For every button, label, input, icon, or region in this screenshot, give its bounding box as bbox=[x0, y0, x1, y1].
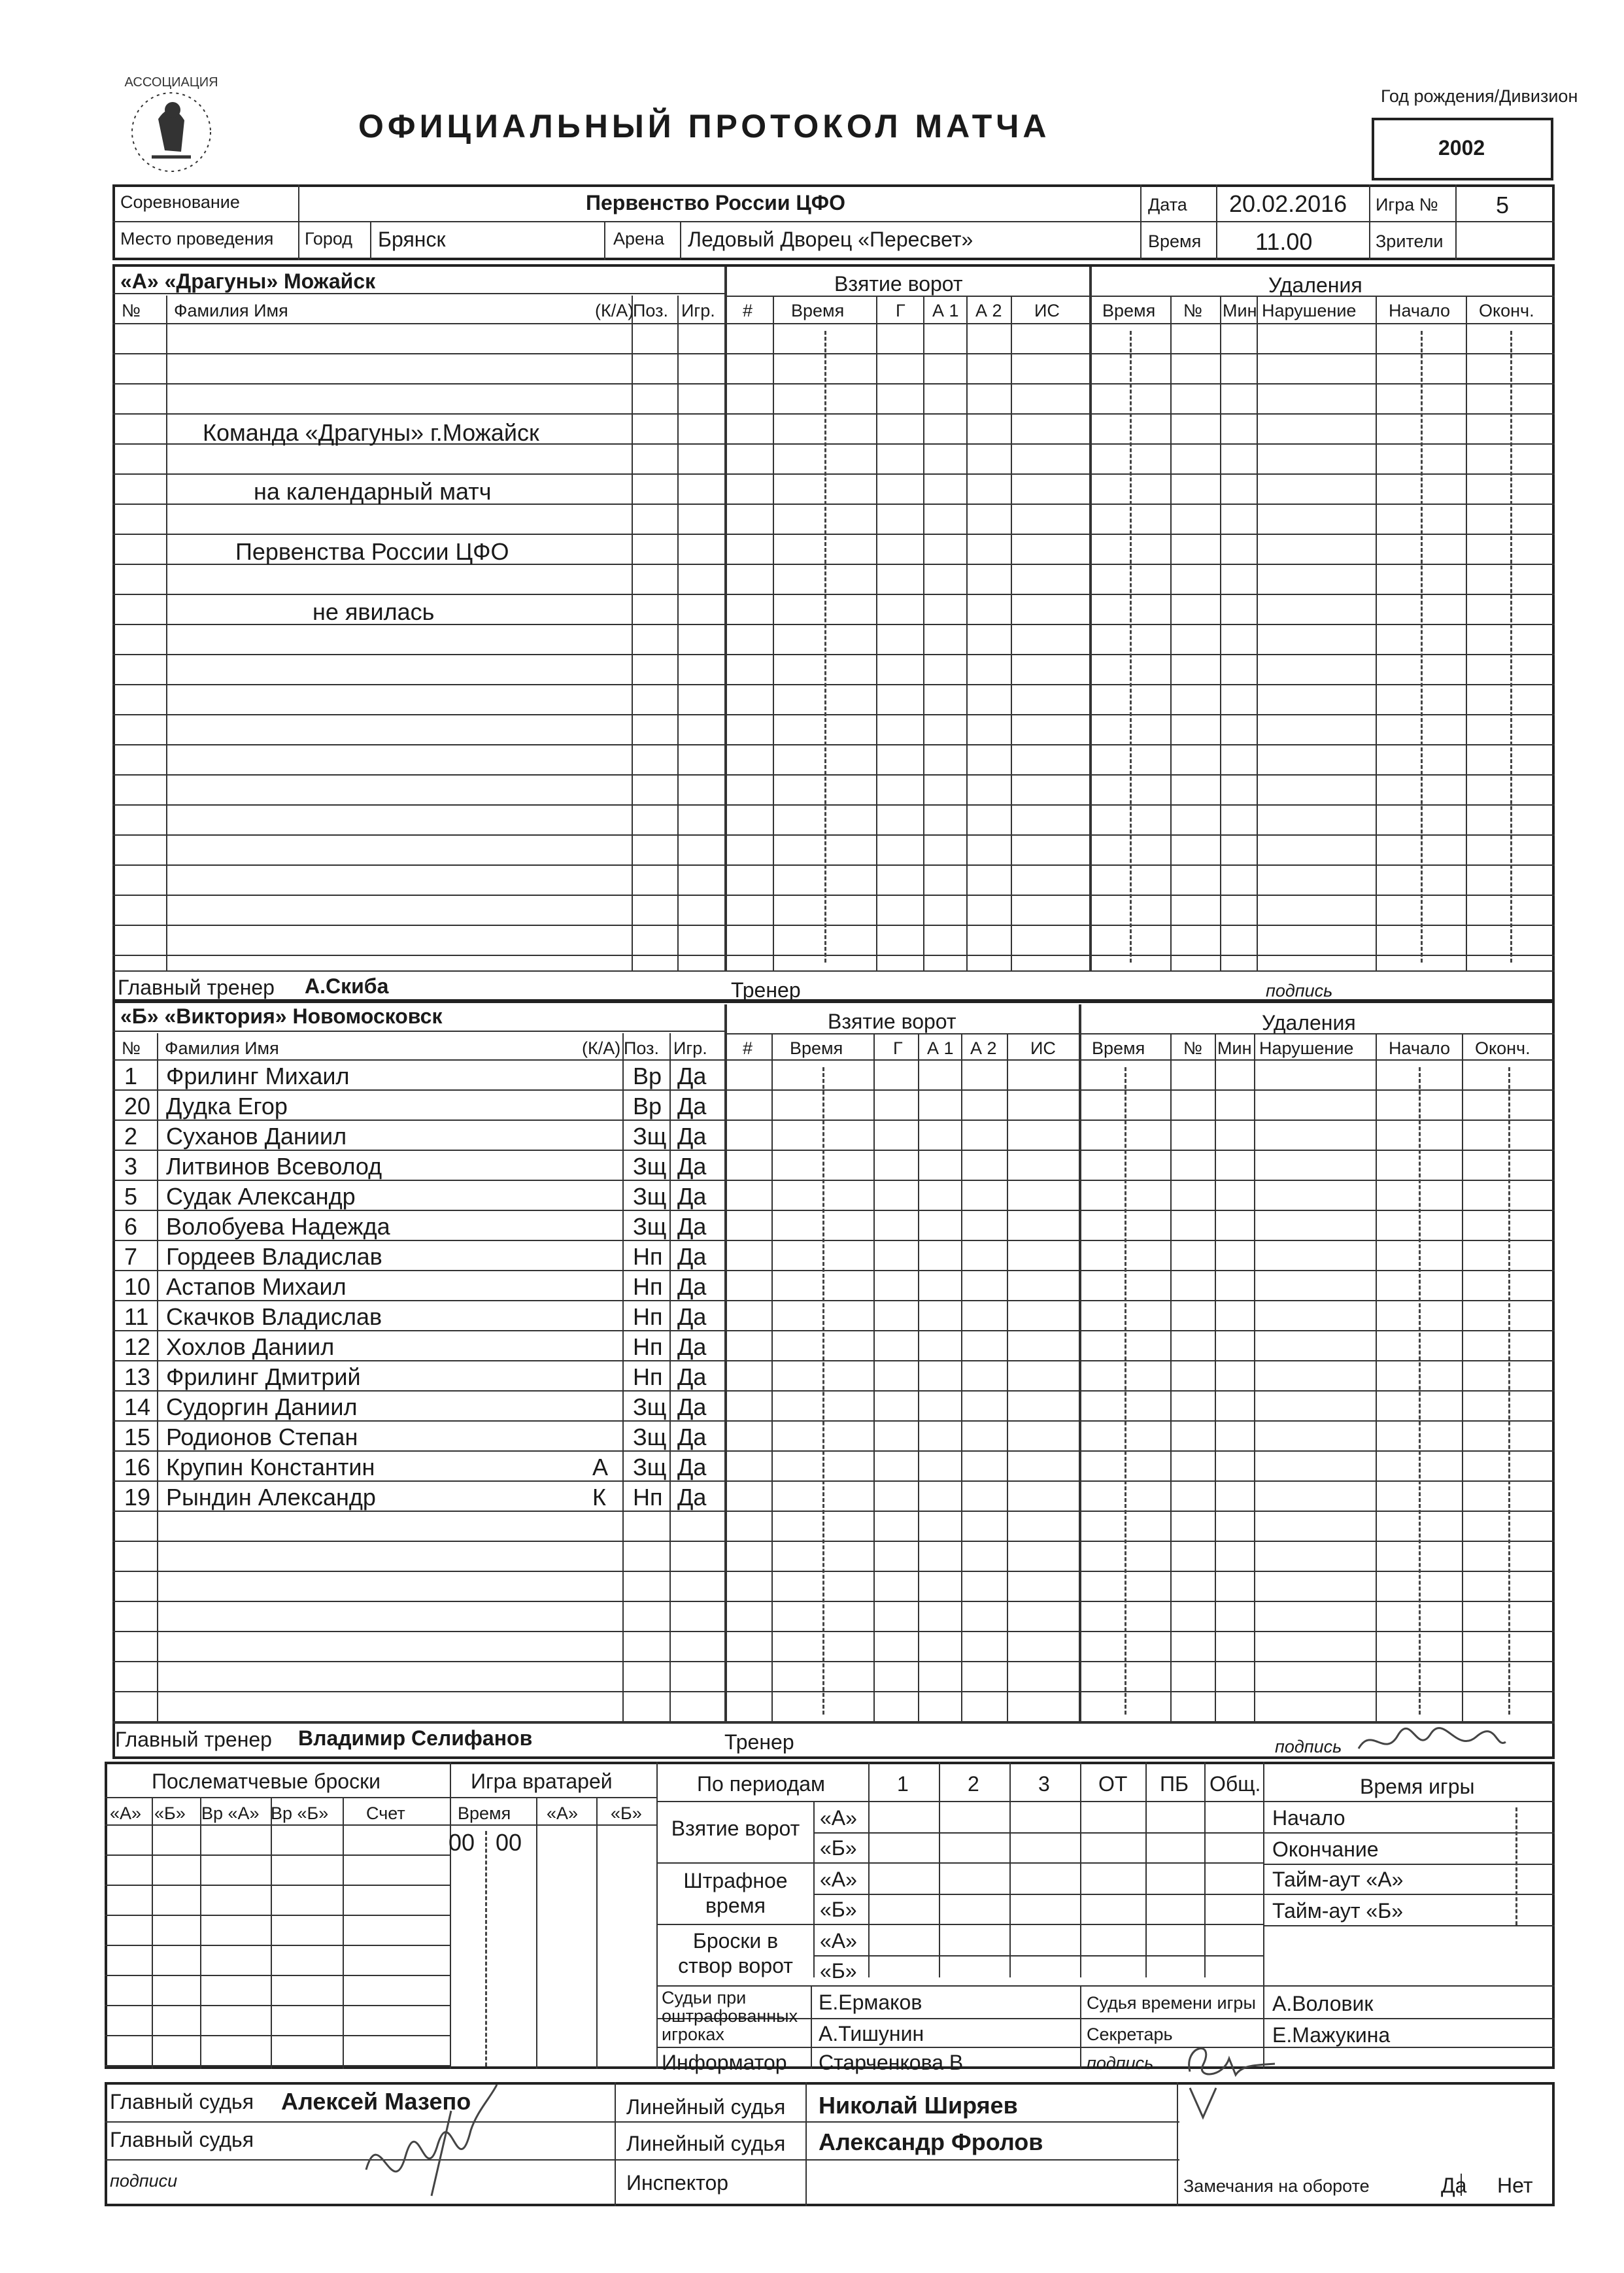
date-value: 20.02.2016 bbox=[1229, 190, 1347, 217]
linesman-signature bbox=[1183, 2085, 1223, 2127]
periods-header: По периодам bbox=[697, 1772, 826, 1796]
secretary-signature bbox=[1177, 2039, 1281, 2088]
team-a-col-p-viol: Нарушение bbox=[1262, 301, 1357, 320]
secretary-label: Секретарь bbox=[1087, 2025, 1173, 2044]
team-a-notice-line-4: не явилась bbox=[313, 598, 435, 625]
secretary-value: Е.Мажукина bbox=[1272, 2023, 1391, 2047]
team-a-notice-line-2: на календарный матч bbox=[254, 478, 492, 505]
player-num: 7 bbox=[124, 1243, 138, 1270]
team-a-col-g-a1: А 1 bbox=[932, 301, 959, 320]
team-b-sign-label: подпись bbox=[1275, 1737, 1342, 1756]
team-a-col-g-g: Г bbox=[896, 301, 905, 320]
head-ref-label-1: Главный судья bbox=[110, 2090, 254, 2113]
game-no-label: Игра № bbox=[1376, 195, 1438, 214]
team-b-col-p-min: Мин bbox=[1217, 1038, 1252, 1058]
team-a-col-num: № bbox=[122, 301, 141, 320]
team-a-sign-label: подпись bbox=[1266, 981, 1333, 1000]
team-b-coach-signature bbox=[1352, 1722, 1509, 1765]
shootout-col-vra: Вр «А» bbox=[201, 1803, 260, 1823]
player-num: 16 bbox=[124, 1454, 151, 1480]
time-label: Время bbox=[1148, 231, 1202, 251]
year-value: 2002 bbox=[1438, 136, 1485, 160]
team-b-coach-value: Владимир Селифанов bbox=[298, 1726, 533, 1750]
head-ref-signature bbox=[353, 2072, 510, 2206]
player-pos: Вр bbox=[633, 1093, 662, 1119]
goalie-col-a: «А» bbox=[547, 1803, 579, 1823]
head-ref-name-1: Алексей Мазепо bbox=[281, 2088, 471, 2115]
judges-penalty-label-1: Судьи при bbox=[662, 1988, 747, 2008]
player-ka: К bbox=[592, 1484, 606, 1511]
player-play: Да bbox=[677, 1123, 707, 1150]
judge-penalty-2: А.Тишунин bbox=[819, 2022, 924, 2045]
player-play: Да bbox=[677, 1363, 707, 1390]
linesman-name-2: Александр Фролов bbox=[819, 2128, 1043, 2155]
row-pim-label-2: время bbox=[705, 1894, 766, 1917]
team-b-header: «Б» «Виктория» Новомосковск bbox=[120, 1004, 443, 1028]
player-num: 2 bbox=[124, 1123, 138, 1150]
linesman-label-1: Линейный судья bbox=[626, 2095, 786, 2119]
player-play: Да bbox=[677, 1484, 707, 1511]
player-num: 19 bbox=[124, 1484, 151, 1511]
competition-value: Первенство России ЦФО bbox=[586, 191, 845, 214]
team-a-col-g-is: ИС bbox=[1034, 301, 1060, 320]
remarks-yes[interactable]: Да bbox=[1441, 2174, 1467, 2197]
player-num: 1 bbox=[124, 1063, 138, 1089]
team-b-col-g-time: Время bbox=[790, 1038, 843, 1058]
judge-penalty-1: Е.Ермаков bbox=[819, 1991, 922, 2014]
team-a-col-g-hash: # bbox=[743, 301, 753, 320]
player-pos: Вр bbox=[633, 1063, 662, 1089]
team-a-coach-label: Главный тренер bbox=[118, 976, 275, 999]
team-a-col-name: Фамилия Имя bbox=[174, 301, 288, 320]
player-play: Да bbox=[677, 1393, 707, 1420]
player-play: Да bbox=[677, 1153, 707, 1180]
arena-label: Арена bbox=[613, 229, 664, 248]
game-time-timeout-a: Тайм-аут «А» bbox=[1272, 1868, 1404, 1891]
team-a-table bbox=[112, 264, 1555, 1002]
player-name: Астапов Михаил bbox=[166, 1273, 347, 1300]
player-num: 14 bbox=[124, 1393, 151, 1420]
informer-value: Старченкова В bbox=[819, 2051, 964, 2074]
timekeeper-value: А.Воловик bbox=[1272, 1992, 1374, 2015]
player-play: Да bbox=[677, 1213, 707, 1240]
player-num: 5 bbox=[124, 1183, 138, 1210]
team-b-col-g-g: Г bbox=[893, 1038, 903, 1058]
shots-team-b: «Б» bbox=[820, 1959, 857, 1983]
team-b-col-pos: Поз. bbox=[624, 1038, 659, 1058]
player-pos: Зщ bbox=[633, 1454, 667, 1480]
player-play: Да bbox=[677, 1063, 707, 1089]
player-name: Судак Александр bbox=[166, 1183, 356, 1210]
team-b-col-p-viol: Нарушение bbox=[1259, 1038, 1354, 1058]
judges-penalty-label-3: игроках bbox=[662, 2025, 724, 2044]
player-pos: Зщ bbox=[633, 1123, 667, 1150]
date-label: Дата bbox=[1148, 195, 1187, 214]
player-play: Да bbox=[677, 1093, 707, 1119]
player-name: Гордеев Владислав bbox=[166, 1243, 382, 1270]
period-1: 1 bbox=[897, 1772, 909, 1796]
inspector-label: Инспектор bbox=[626, 2171, 729, 2195]
player-num: 13 bbox=[124, 1363, 151, 1390]
player-num: 12 bbox=[124, 1333, 151, 1360]
team-b-col-g-a2: А 2 bbox=[970, 1038, 997, 1058]
game-no-value: 5 bbox=[1496, 192, 1510, 218]
team-b-goals-header: Взятие ворот bbox=[828, 1010, 956, 1033]
linesman-name-1: Николай Ширяев bbox=[819, 2092, 1018, 2119]
time-value: 11.00 bbox=[1255, 228, 1313, 255]
player-num: 10 bbox=[124, 1273, 151, 1300]
player-play: Да bbox=[677, 1454, 707, 1480]
player-name: Хохлов Даниил bbox=[166, 1333, 335, 1360]
player-pos: Нп bbox=[633, 1243, 663, 1270]
year-label: Год рождения/Дивизион bbox=[1381, 86, 1578, 106]
team-a-col-g-time: Время bbox=[791, 301, 845, 320]
player-pos: Зщ bbox=[633, 1183, 667, 1210]
association-logo bbox=[112, 73, 230, 191]
team-a-col-p-num: № bbox=[1183, 301, 1202, 320]
signatures-label: подписи bbox=[110, 2171, 178, 2191]
period-pb: ПБ bbox=[1160, 1772, 1189, 1796]
player-play: Да bbox=[677, 1183, 707, 1210]
row-shots-label-2: створ ворот bbox=[678, 1954, 793, 1977]
period-total: Общ. bbox=[1210, 1772, 1261, 1796]
team-b-col-num: № bbox=[122, 1038, 141, 1058]
team-a-col-pos: Поз. bbox=[633, 301, 668, 320]
goalie-col-b: «Б» bbox=[611, 1803, 642, 1823]
player-num: 20 bbox=[124, 1093, 151, 1119]
shootout-header: Послематчевые броски bbox=[152, 1769, 381, 1793]
player-num: 3 bbox=[124, 1153, 138, 1180]
team-b-col-p-num: № bbox=[1183, 1038, 1202, 1058]
competition-label: Соревнование bbox=[120, 192, 240, 212]
player-name: Родионов Степан bbox=[166, 1424, 358, 1450]
team-a-col-p-min: Мин bbox=[1223, 301, 1257, 320]
player-name: Суханов Даниил bbox=[166, 1123, 347, 1150]
team-a-trainer-label: Тренер bbox=[731, 978, 801, 1002]
player-name: Фрилинг Михаил bbox=[166, 1063, 350, 1089]
player-pos: Зщ bbox=[633, 1393, 667, 1420]
goalie-col-time: Время bbox=[458, 1803, 511, 1823]
team-a-pen-header: Удаления bbox=[1268, 273, 1362, 297]
player-pos: Зщ bbox=[633, 1213, 667, 1240]
row-shots-label-1: Броски в bbox=[692, 1929, 779, 1953]
team-a-col-ka: (К/А) bbox=[595, 301, 634, 320]
game-time-start: Начало bbox=[1272, 1806, 1345, 1830]
timekeeper-label: Судья времени игры bbox=[1087, 1993, 1256, 2013]
row-goals-label: Взятие ворот bbox=[671, 1817, 800, 1840]
team-b-col-name: Фамилия Имя bbox=[165, 1038, 279, 1058]
player-name: Рындин Александр bbox=[166, 1484, 376, 1511]
city-value: Брянск bbox=[378, 228, 446, 251]
team-a-col-p-start: Начало bbox=[1389, 301, 1451, 320]
remarks-no[interactable]: Нет bbox=[1497, 2174, 1533, 2197]
team-b-col-p-start: Начало bbox=[1389, 1038, 1451, 1058]
svg-text:АССОЦИАЦИЯ: АССОЦИАЦИЯ bbox=[124, 75, 218, 90]
spectators-label: Зрители bbox=[1376, 231, 1444, 251]
shootout-col-b: «Б» bbox=[154, 1803, 186, 1823]
player-name: Судоргин Даниил bbox=[166, 1393, 358, 1420]
player-name: Скачков Владислав bbox=[166, 1303, 382, 1330]
player-num: 11 bbox=[124, 1303, 149, 1330]
team-b-col-p-time: Время bbox=[1092, 1038, 1145, 1058]
goalie-header: Игра вратарей bbox=[471, 1769, 613, 1793]
informer-label: Информатор bbox=[662, 2051, 787, 2074]
goalie-time-1: 00 bbox=[448, 1829, 475, 1856]
game-time-header: Время игры bbox=[1360, 1775, 1475, 1798]
player-name: Фрилинг Дмитрий bbox=[166, 1363, 361, 1390]
period-3: 3 bbox=[1038, 1772, 1050, 1796]
shootout-col-score: Счет bbox=[366, 1803, 405, 1823]
game-time-end: Окончание bbox=[1272, 1837, 1379, 1861]
game-time-timeout-b: Тайм-аут «Б» bbox=[1272, 1899, 1404, 1923]
team-a-col-play: Игр. bbox=[681, 301, 715, 320]
player-play: Да bbox=[677, 1333, 707, 1360]
player-name: Крупин Константин bbox=[166, 1454, 375, 1480]
team-a-header: «А» «Драгуны» Можайск bbox=[120, 269, 376, 293]
pim-team-b: «Б» bbox=[820, 1898, 857, 1921]
team-b-col-g-a1: А 1 bbox=[927, 1038, 954, 1058]
period-ot: ОТ bbox=[1098, 1772, 1128, 1796]
team-a-notice-line-3: Первенства России ЦФО bbox=[235, 538, 509, 565]
team-a-notice-line-1: Команда «Драгуны» г.Можайск bbox=[203, 419, 539, 446]
judges-penalty-label-2: оштрафованных bbox=[662, 2006, 798, 2026]
row-pim-label-1: Штрафное bbox=[683, 1869, 788, 1892]
player-name: Литвинов Всеволод bbox=[166, 1153, 382, 1180]
pim-team-a: «А» bbox=[820, 1868, 857, 1891]
summary-sign-label: подпись bbox=[1087, 2053, 1154, 2073]
shootout-col-vrb: Вр «Б» bbox=[271, 1803, 329, 1823]
team-b-col-p-end: Оконч. bbox=[1475, 1038, 1531, 1058]
team-b-col-ka: (К/А) bbox=[582, 1038, 621, 1058]
goalie-time-2: 00 bbox=[496, 1829, 522, 1856]
period-2: 2 bbox=[968, 1772, 979, 1796]
city-label: Город bbox=[305, 229, 353, 248]
remarks-label: Замечания на обороте bbox=[1183, 2176, 1370, 2196]
player-name: Волобуева Надежда bbox=[166, 1213, 390, 1240]
player-pos: Нп bbox=[633, 1273, 663, 1300]
arena-value: Ледовый Дворец «Пересвет» bbox=[688, 228, 973, 251]
player-name: Дудка Егор bbox=[166, 1093, 288, 1119]
player-play: Да bbox=[677, 1303, 707, 1330]
player-ka: А bbox=[592, 1454, 609, 1480]
team-a-col-p-end: Оконч. bbox=[1479, 301, 1534, 320]
team-b-coach-label: Главный тренер bbox=[115, 1728, 272, 1751]
player-num: 6 bbox=[124, 1213, 138, 1240]
player-pos: Нп bbox=[633, 1303, 663, 1330]
document-title: ОФИЦИАЛЬНЫЙ ПРОТОКОЛ МАТЧА bbox=[358, 108, 1051, 145]
team-a-col-g-a2: А 2 bbox=[975, 301, 1002, 320]
player-play: Да bbox=[677, 1424, 707, 1450]
player-pos: Нп bbox=[633, 1484, 663, 1511]
player-play: Да bbox=[677, 1273, 707, 1300]
venue-label: Место проведения bbox=[120, 229, 274, 248]
team-b-pen-header: Удаления bbox=[1262, 1011, 1356, 1034]
shootout-col-a: «А» bbox=[110, 1803, 142, 1823]
player-pos: Зщ bbox=[633, 1424, 667, 1450]
team-b-col-g-is: ИС bbox=[1030, 1038, 1056, 1058]
team-a-goals-header: Взятие ворот bbox=[834, 272, 963, 296]
team-b-col-play: Игр. bbox=[673, 1038, 707, 1058]
team-a-col-p-time: Время bbox=[1102, 301, 1156, 320]
head-ref-label-2: Главный судья bbox=[110, 2128, 254, 2151]
player-pos: Зщ bbox=[633, 1153, 667, 1180]
team-b-col-g-hash: # bbox=[743, 1038, 753, 1058]
goals-team-b: «Б» bbox=[820, 1836, 857, 1860]
player-pos: Нп bbox=[633, 1363, 663, 1390]
linesman-label-2: Линейный судья bbox=[626, 2132, 786, 2155]
player-play: Да bbox=[677, 1243, 707, 1270]
goals-team-a: «А» bbox=[820, 1806, 857, 1830]
player-pos: Нп bbox=[633, 1333, 663, 1360]
shots-team-a: «А» bbox=[820, 1929, 857, 1953]
team-a-coach-value: А.Скиба bbox=[305, 974, 389, 998]
team-b-trainer-label: Тренер bbox=[724, 1730, 794, 1754]
player-num: 15 bbox=[124, 1424, 151, 1450]
